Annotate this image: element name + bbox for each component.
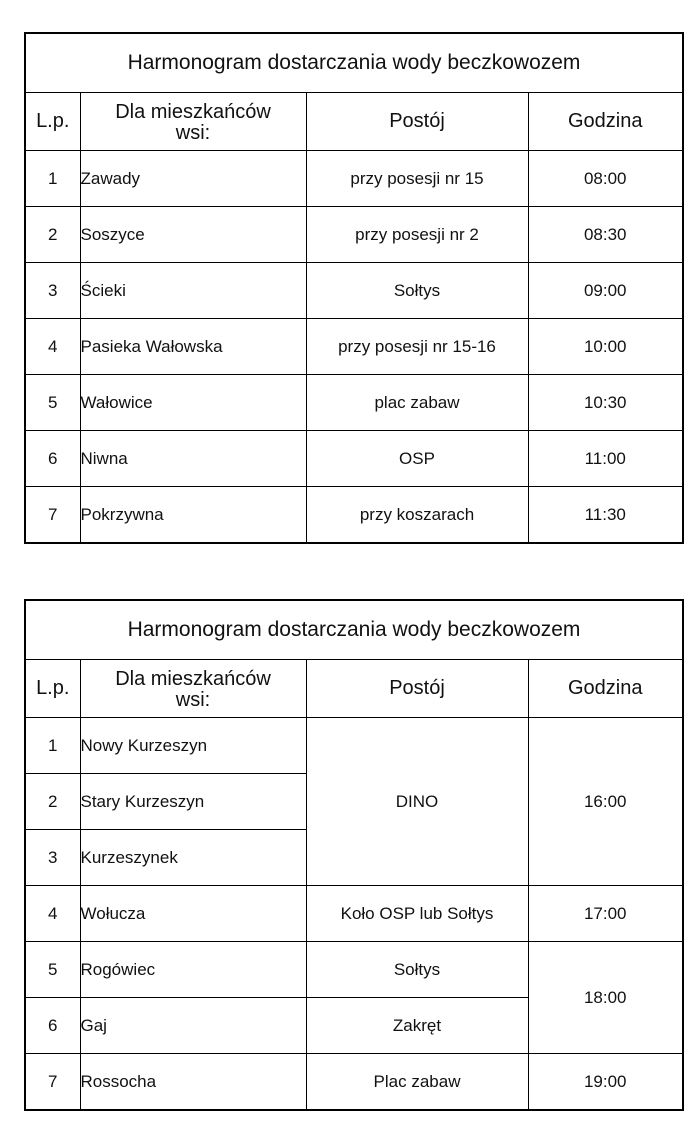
stop-location: przy koszarach	[306, 487, 528, 544]
table-row	[25, 375, 683, 431]
stop-location: przy posesji nr 15-16	[306, 319, 528, 375]
row-number: 4	[25, 319, 80, 375]
stop-location: Koło OSP lub Sołtys	[306, 886, 528, 942]
delivery-hour: 11:00	[528, 431, 683, 487]
table-row	[25, 263, 683, 319]
village-name: Kurzeszynek	[80, 830, 306, 886]
village-name: Rossocha	[80, 1054, 306, 1111]
delivery-hour: 08:30	[528, 207, 683, 263]
table-title: Harmonogram dostarczania wody beczkowozem	[25, 33, 683, 93]
stop-location: przy posesji nr 2	[306, 207, 528, 263]
stop-location: Sołtys	[306, 942, 528, 998]
delivery-hour: 19:00	[528, 1054, 683, 1111]
stop-location: OSP	[306, 431, 528, 487]
row-number: 6	[25, 431, 80, 487]
village-name: Niwna	[80, 431, 306, 487]
row-number: 6	[25, 998, 80, 1054]
row-number: 5	[25, 375, 80, 431]
header-hour: Godzina	[528, 660, 683, 718]
delivery-hour: 08:00	[528, 151, 683, 207]
header-lp: L.p.	[25, 660, 80, 718]
village-name: Nowy Kurzeszyn	[80, 718, 306, 774]
row-number: 7	[25, 1054, 80, 1111]
delivery-hour: 17:00	[528, 886, 683, 942]
village-name: Ścieki	[80, 263, 306, 319]
row-number: 3	[25, 263, 80, 319]
row-number: 2	[25, 207, 80, 263]
table-row	[25, 151, 683, 207]
stop-location: DINO	[306, 718, 528, 886]
row-number: 2	[25, 774, 80, 830]
table-row	[25, 319, 683, 375]
stop-location: Zakręt	[306, 998, 528, 1054]
delivery-hour: 10:00	[528, 319, 683, 375]
header-stop: Postój	[306, 660, 528, 718]
table-row	[25, 942, 683, 998]
village-name: Pasieka Wałowska	[80, 319, 306, 375]
village-name: Zawady	[80, 151, 306, 207]
row-number: 5	[25, 942, 80, 998]
stop-location: przy posesji nr 15	[306, 151, 528, 207]
table-row	[25, 886, 683, 942]
village-name: Wołucza	[80, 886, 306, 942]
village-name: Soszyce	[80, 207, 306, 263]
table-row	[25, 487, 683, 544]
header-village: Dla mieszkańców wsi:	[80, 660, 306, 718]
row-number: 4	[25, 886, 80, 942]
schedule-table-2	[24, 599, 684, 1111]
village-name: Rogówiec	[80, 942, 306, 998]
header-hour: Godzina	[528, 93, 683, 151]
delivery-hour: 10:30	[528, 375, 683, 431]
stop-location: Sołtys	[306, 263, 528, 319]
row-number: 1	[25, 151, 80, 207]
header-village: Dla mieszkańców wsi:	[80, 93, 306, 151]
schedule-table-1	[24, 32, 684, 544]
table-row	[25, 207, 683, 263]
row-number: 7	[25, 487, 80, 544]
header-stop: Postój	[306, 93, 528, 151]
row-number: 1	[25, 718, 80, 774]
village-name: Pokrzywna	[80, 487, 306, 544]
village-name: Wałowice	[80, 375, 306, 431]
table-title: Harmonogram dostarczania wody beczkowozem	[25, 600, 683, 660]
village-name: Stary Kurzeszyn	[80, 774, 306, 830]
table-row	[25, 431, 683, 487]
village-name: Gaj	[80, 998, 306, 1054]
stop-location: Plac zabaw	[306, 1054, 528, 1111]
table-row	[25, 1054, 683, 1111]
row-number: 3	[25, 830, 80, 886]
table-row	[25, 718, 683, 774]
stop-location: plac zabaw	[306, 375, 528, 431]
delivery-hour: 11:30	[528, 487, 683, 544]
header-lp: L.p.	[25, 93, 80, 151]
delivery-hour: 16:00	[528, 718, 683, 886]
delivery-hour: 18:00	[528, 942, 683, 1054]
delivery-hour: 09:00	[528, 263, 683, 319]
